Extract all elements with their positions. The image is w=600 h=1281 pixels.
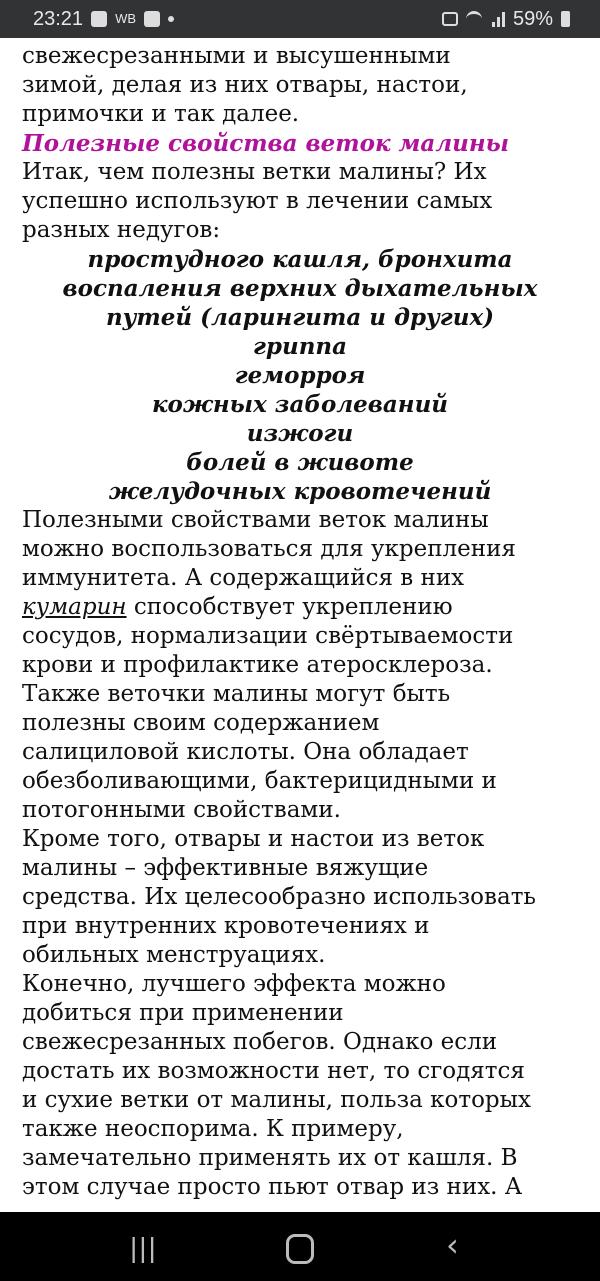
text-line: полезны своим содержанием (22, 710, 380, 736)
text-line: салициловой кислоты. Она обладает (22, 739, 469, 765)
coumarin-link[interactable]: кумарин (22, 594, 127, 620)
text-line: свежесрезанными и высушенными (22, 43, 451, 69)
app-notification-icon (91, 11, 107, 27)
list-item: геморроя (234, 362, 366, 389)
text-line: малины – эффективные вяжущие (22, 855, 429, 881)
text-line: Конечно, лучшего эффекта можно (22, 971, 446, 997)
clock: 23:21 (33, 8, 84, 30)
text-line: при внутренних кровотечениях и (22, 913, 430, 939)
list-item: болей в животе (186, 449, 414, 476)
signal-icon (490, 11, 505, 27)
text-fragment: способствует укреплению (126, 594, 453, 620)
text-line: сосудов, нормализации свёртываемости (22, 623, 514, 649)
list-item: простудного кашля, бронхита (87, 246, 513, 273)
list-item: изжоги (246, 420, 354, 447)
text-line: Итак, чем полезны ветки малины? Их (22, 159, 487, 185)
text-line: зимой, делая из них отвары, настои, (22, 72, 468, 98)
list-item: путей (ларингита и других) (105, 304, 495, 331)
list-item: кожных заболеваний (151, 391, 449, 418)
text-line: также неоспорима. К примеру, (22, 1116, 404, 1142)
more-notifications-dot-icon (168, 16, 174, 22)
navigation-bar (0, 1212, 600, 1281)
text-line: потогонными свойствами. (22, 797, 341, 823)
battery-percent: 59% (512, 8, 553, 30)
battery-icon (561, 11, 570, 27)
back-button[interactable]: ‹ (446, 1226, 459, 1264)
text-line: этом случае просто пьют отвар из них. А (22, 1174, 523, 1200)
gallery-notification-icon (144, 11, 160, 27)
text-line: Полезными свойствами веток малины (22, 507, 489, 533)
text-line: свежесрезанных побегов. Однако если (22, 1029, 498, 1055)
text-line: и сухие ветки от малины, польза которых (22, 1087, 531, 1113)
mute-icon (442, 12, 458, 26)
recent-apps-button[interactable]: ||| (130, 1232, 158, 1263)
list-item: воспаления верхних дыхательных (62, 275, 538, 302)
list-item: гриппа (252, 333, 348, 360)
text-line: иммунитета. А содержащийся в них (22, 565, 465, 591)
text-line: успешно используют в лечении самых (22, 188, 493, 214)
text-line: крови и профилактике атеросклероза. (22, 652, 493, 678)
text-line: можно воспользоваться для укрепления (22, 536, 516, 562)
text-line: средства. Их целесообразно использовать (22, 884, 536, 910)
text-line: Кроме того, отвары и настои из веток (22, 826, 485, 852)
wifi-icon (466, 11, 482, 27)
text-line: замечательно применять их от кашля. В (22, 1145, 518, 1171)
section-heading: Полезные свойства веток малины (22, 130, 510, 157)
home-button[interactable] (286, 1234, 314, 1264)
article-content (0, 38, 600, 1212)
text-line: Также веточки малины могут быть (22, 681, 451, 707)
text-line: достать их возможности нет, то сгодятся (22, 1058, 525, 1084)
text-line: разных недугов: (22, 217, 221, 243)
status-bar (0, 0, 600, 38)
text-line: обильных менструациях. (22, 942, 326, 968)
list-item: желудочных кровотечений (108, 478, 492, 505)
text-line (22, 593, 578, 622)
text-line: примочки и так далее. (22, 101, 300, 127)
text-line: добиться при применении (22, 1000, 344, 1026)
text-line: обезболивающими, бактерицидными и (22, 768, 497, 794)
wb-notification-icon: WB (115, 11, 137, 26)
